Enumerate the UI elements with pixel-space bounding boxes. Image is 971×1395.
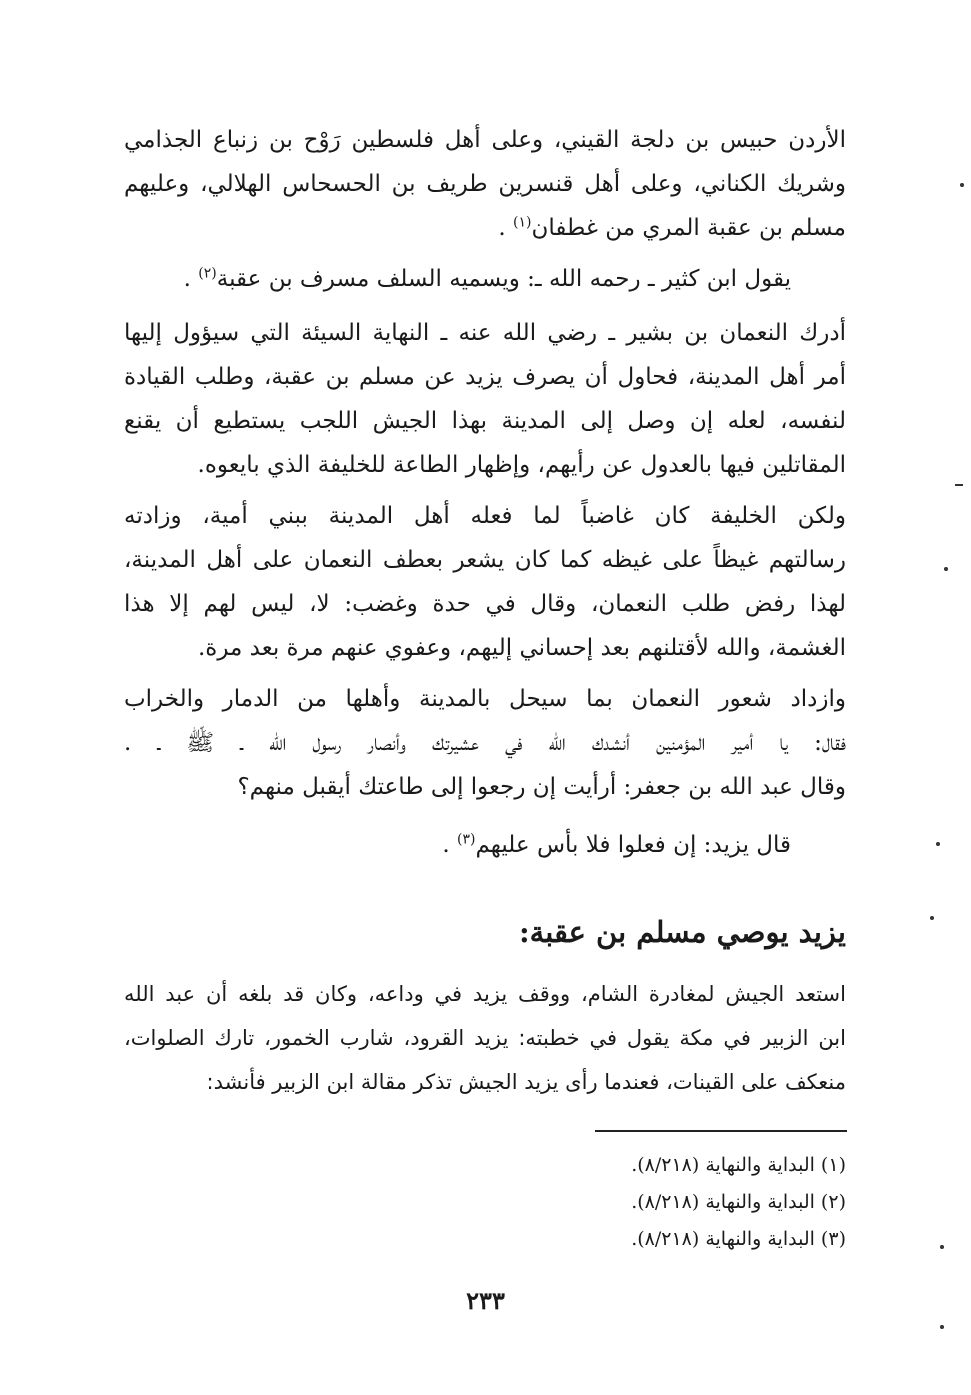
footnote-2: (٢) البداية والنهاية (٨/٢١٨).: [631, 1191, 846, 1213]
paragraph-1: [124, 118, 846, 250]
paragraph-line: رسالتهم غيظاً على غيظه كما كان يشعر بعطف النعمان على أهل المدينة،: [124, 547, 846, 573]
scan-speck: [936, 842, 940, 846]
paragraph-line: [124, 206, 846, 250]
scan-speck: [960, 183, 964, 187]
line-text: قال يزيد: إن فعلوا فلا بأس عليهم: [475, 832, 791, 858]
footnote-marker: (٢): [198, 265, 217, 282]
scan-speck: [940, 1245, 944, 1249]
paragraph-3: [124, 311, 846, 487]
paragraph-line: منعكف على القينات، فعندما رأى يزيد الجيش تذكر مقالة ابن الزبير فأنشد:: [206, 1070, 846, 1094]
scan-speck: [944, 567, 948, 571]
line-end: .: [183, 266, 199, 292]
footnote-marker: (١): [513, 214, 532, 231]
footnote-marker: (٣): [456, 831, 476, 848]
footnote-1: (١) البداية والنهاية (٨/٢١٨).: [631, 1154, 846, 1176]
paragraph-line: لهذا رفض طلب النعمان، وقال في حدة وغضب: لا، ليس لهم إلا هذا: [124, 591, 846, 617]
paragraph-2: [124, 257, 791, 301]
line-text: مسلم بن عقبة المري من غطفان: [531, 215, 846, 241]
scan-speck: [940, 1325, 944, 1329]
line-text: يقول ابن كثير ـ رحمه الله ـ: ويسميه السلف مسرف بن عقبة: [216, 266, 791, 292]
paragraph-line: الأردن حبيس بن دلجة القيني، وعلى أهل فلسطين رَوْح بن زنباع الجذامي: [124, 127, 846, 153]
paragraph-line: المقاتلين فيها بالعدول عن رأيهم، وإظهار الطاعة للخليفة الذي بايعوه.: [197, 452, 846, 478]
paragraph-6: [124, 823, 791, 867]
paragraph-5: [124, 677, 846, 809]
paragraph-line: [124, 257, 791, 301]
paragraph-line: لنفسه، لعله إن وصل إلى المدينة بهذا الجيش اللجب يستطيع أن يقنع: [124, 408, 846, 434]
paragraph-line: ابن الزبير في مكة يقول في خطبته: يزيد القرود، شارب الخمور، تارك الصلوات،: [124, 1026, 846, 1050]
paragraph-line: وشريك الكناني، وعلى أهل قنسرين طريف بن الحسحاس الهلالي، وعليهم: [124, 171, 846, 197]
paragraph-line: الغشمة، والله لأقتلنهم بعد إحساني إليهم، وعفوي عنهم مرة بعد مرة.: [197, 635, 846, 661]
paragraph-line: وقال عبد الله بن جعفر: أرأيت إن رجعوا إلى طاعتك أيقبل منهم؟: [237, 774, 846, 800]
paragraph-7: [124, 972, 846, 1104]
paragraph-4: [124, 494, 846, 670]
line-end: .: [498, 215, 514, 241]
page-number: ٢٣٣: [466, 1286, 505, 1315]
paragraph-line: ولكن الخليفة كان غاضباً لما فعله أهل المدينة ببني أمية، وزادته: [124, 503, 846, 529]
paragraph-line: استعد الجيش لمغادرة الشام، ووقف يزيد في وداعه، وكان قد بلغه أن عبد الله: [124, 982, 846, 1006]
line-end: .: [442, 832, 457, 858]
section-heading: يزيد يوصي مسلم بن عقبة:: [518, 915, 846, 949]
scan-speck: [955, 484, 963, 486]
paragraph-line: فقال: يا أمير المؤمنين أنشدك الله في عشيرتك وأنصار رسول الله ـ ﷺ ـ .: [124, 730, 846, 756]
paragraph-line: أمر أهل المدينة، فحاول أن يصرف يزيد عن مسلم بن عقبة، وطلب القيادة: [124, 364, 846, 390]
footnote-3: (٣) البداية والنهاية (٨/٢١٨).: [631, 1228, 846, 1250]
footnote-separator: [595, 1130, 847, 1132]
paragraph-line: وازداد شعور النعمان بما سيحل بالمدينة وأهلها من الدمار والخراب: [124, 686, 846, 712]
paragraph-line: [124, 823, 791, 867]
paragraph-line: أدرك النعمان بن بشير ـ رضي الله عنه ـ النهاية السيئة التي سيؤول إليها: [124, 320, 846, 346]
scan-speck: [930, 916, 934, 920]
